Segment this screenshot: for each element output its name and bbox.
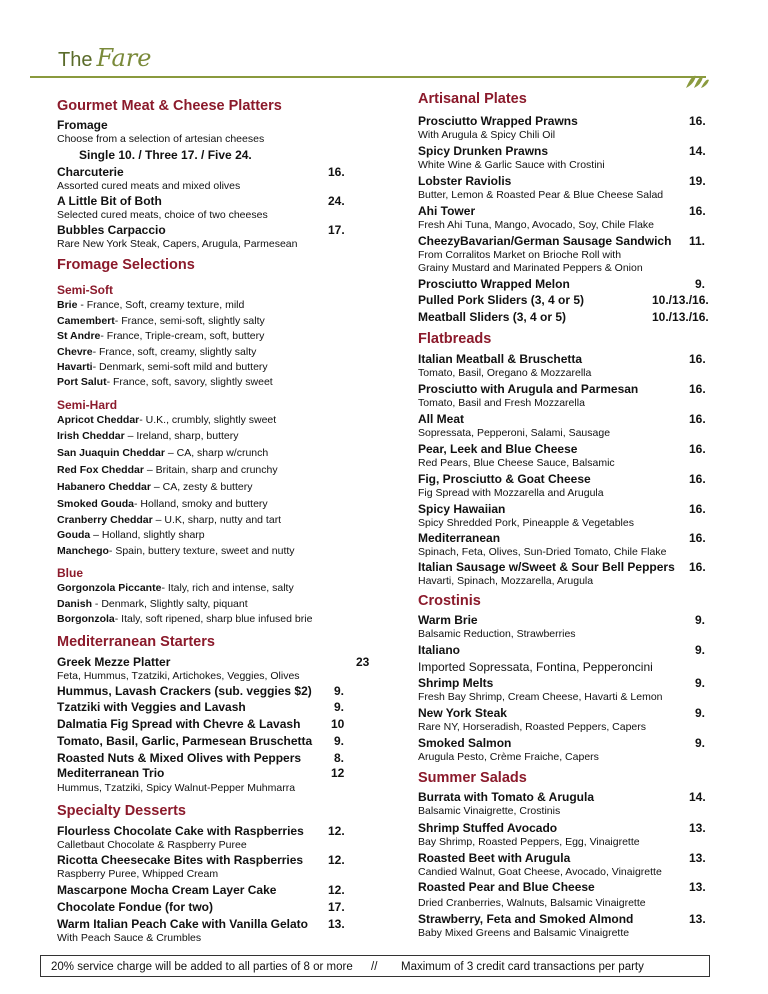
item-desc: Bay Shrimp, Roasted Peppers, Egg, Vinaigrette [418,836,640,848]
item-desc: Tomato, Basil and Fresh Mozzarella [418,397,585,409]
subsection-semisoft: Semi-Soft [57,283,114,297]
item-desc: Imported Sopressata, Fontina, Pepperoncini [418,660,653,674]
item-price: 13. [689,851,706,865]
item-price: 16. [689,442,706,456]
item-name: Bubbles Carpaccio [57,223,166,237]
item-desc: Selected cured meats, choice of two cheeses [57,209,268,221]
section-title-starters: Mediterranean Starters [57,634,215,650]
item-desc: Sopressata, Pepperoni, Salami, Sausage [418,427,611,439]
cheese-line: Danish - Denmark, Slightly salty, piquant [57,598,248,610]
item-price: 13. [689,912,706,926]
footer-separator: // [371,961,378,973]
item-name: Mediterranean [418,531,501,545]
item-desc: Fig Spread with Mozzarella and Arugula [418,487,604,499]
item-name: Prosciutto Wrapped Prawns [418,114,578,128]
cheese-line: Havarti- Denmark, semi-soft mild and buttery [57,361,268,373]
item-name: Mediterranean Trio [57,766,165,780]
item-price: 17. [328,223,345,237]
item-price: 14. [689,790,706,804]
section-title-flatbreads: Flatbreads [418,331,492,347]
item-fromage-prices: Single 10. / Three 17. / Five 24. [79,148,252,162]
logo-fare: Fare [96,44,152,72]
item-name: Warm Brie [418,613,478,627]
item-desc: Baby Mixed Greens and Balsamic Vinaigrette [418,927,630,939]
item-fromage-desc: Choose from a selection of artesian cheeses [57,133,265,145]
item-name: Prosciutto Wrapped Melon [418,277,570,291]
item-desc: Spinach, Feta, Olives, Sun-Dried Tomato, Chile Flake [418,546,667,558]
item-price: 8. [334,751,345,765]
item-name: Roasted Beet with Arugula [418,851,571,865]
footer-service-charge: 20% service charge will be added to all parties of 8 or more [51,961,353,973]
item-price: 12. [328,824,345,838]
footer-notice [40,955,710,977]
item-fromage: Fromage [57,118,108,132]
item-name: Spicy Hawaiian [418,502,506,516]
item-price: 16. [689,560,706,574]
item-name: Fig, Prosciutto & Goat Cheese [418,472,591,486]
item-desc: Tomato, Basil, Oregano & Mozzarella [418,367,592,379]
item-price: 16. [689,412,706,426]
item-name: Tomato, Basil, Garlic, Parmesean Bruschetta [57,734,313,748]
cheese-line: Red Fox Cheddar – Britain, sharp and crunchy [57,464,278,476]
item-price: 13. [328,917,345,931]
item-price: 24. [328,194,345,208]
cheese-line: Smoked Gouda- Holland, smoky and buttery [57,498,268,510]
item-name: Lobster Raviolis [418,174,512,188]
item-price: 16. [689,114,706,128]
section-title-salads: Summer Salads [418,770,527,786]
item-price: 16. [328,165,345,179]
item-desc: Assorted cured meats and mixed olives [57,180,241,192]
item-price: 16. [689,204,706,218]
item-name: Flourless Chocolate Cake with Raspberries [57,824,304,838]
cheese-line: Brie - France, Soft, creamy texture, mild [57,299,245,311]
item-desc: With Arugula & Spicy Chili Oil [418,129,556,141]
section-title-fromage: Fromage Selections [57,257,195,273]
item-name: Dalmatia Fig Spread with Chevre & Lavash [57,717,301,731]
item-name: Shrimp Melts [418,676,494,690]
item-name: Strawberry, Feta and Smoked Almond [418,912,634,926]
item-name: All Meat [418,412,465,426]
item-name: Smoked Salmon [418,736,512,750]
item-name: Hummus, Lavash Crackers (sub. veggies $2) [57,684,312,698]
cheese-line: Manchego- Spain, buttery texture, sweet and nutty [57,545,295,557]
item-name: New York Steak [418,706,507,720]
item-desc: Rare NY, Horseradish, Roasted Peppers, Capers [418,721,647,733]
item-name: Ahi Tower [418,204,476,218]
item-name: CheezyBavarian/German Sausage Sandwich [418,234,672,248]
item-desc: Butter, Lemon & Roasted Pear & Blue Cheese Salad [418,189,664,201]
item-desc: Rare New York Steak, Capers, Arugula, Parmesean [57,238,298,250]
item-price: 16. [689,531,706,545]
item-name: Roasted Nuts & Mixed Olives with Peppers [57,751,302,765]
item-price: 16. [689,382,706,396]
item-price: 13. [689,880,706,894]
item-name: Pulled Pork Sliders (3, 4 or 5) [418,293,585,307]
section-title-desserts: Specialty Desserts [57,803,186,819]
item-name: A Little Bit of Both [57,194,162,208]
item-price: 9. [695,643,706,657]
item-name: Meatball Sliders (3, 4 or 5) [418,310,567,324]
item-price: 9. [695,736,706,750]
item-name: Mascarpone Mocha Cream Layer Cake [57,883,277,897]
item-desc: From Corralitos Market on Brioche Roll with [418,249,622,261]
item-desc: Arugula Pesto, Crème Fraiche, Capers [418,751,599,763]
item-price: 9. [695,706,706,720]
item-price: 9. [695,613,706,627]
item-desc: Fresh Ahi Tuna, Mango, Avocado, Soy, Chile Flake [418,219,654,231]
item-price: 13. [689,821,706,835]
item-desc: Balsamic Reduction, Strawberries [418,628,576,640]
item-name: Italian Sausage w/Sweet & Sour Bell Peppers [418,560,675,574]
section-title-platters: Gourmet Meat & Cheese Platters [57,98,282,114]
item-name: Italiano [418,643,461,657]
item-desc: Candied Walnut, Goat Cheese, Avocado, Vinaigrette [418,866,662,878]
item-name: Spicy Drunken Prawns [418,144,549,158]
cheese-line: Port Salut- France, soft, savory, slightly sweet [57,376,273,388]
item-desc: Balsamic Vinaigrette, Crostinis [418,805,561,817]
item-name: Burrata with Tomato & Arugula [418,790,595,804]
item-price: 12. [328,853,345,867]
logo-the: The [58,49,93,71]
item-desc: Dried Cranberries, Walnuts, Balsamic Vinaigrette [418,897,646,909]
cheese-line: Gorgonzola Piccante- Italy, rich and intense, salty [57,582,294,594]
item-price: 9. [695,676,706,690]
restaurant-logo [58,44,151,72]
cheese-line: Camembert- France, semi-soft, slightly salty [57,315,265,327]
item-name: Tzatziki with Veggies and Lavash [57,700,246,714]
item-name: Ricotta Cheesecake Bites with Raspberries [57,853,304,867]
item-desc: Hummus, Tzatziki, Spicy Walnut-Pepper Muhmarra [57,782,296,794]
item-desc: White Wine & Garlic Sauce with Crostini [418,159,605,171]
footer-card-limit: Maximum of 3 credit card transactions per party [401,961,644,973]
item-name: Italian Meatball & Bruschetta [418,352,583,366]
section-title-crostinis: Crostinis [418,593,481,609]
item-price: 16. [689,502,706,516]
item-price: 11. [689,234,706,248]
item-name: Pear, Leek and Blue Cheese [418,442,578,456]
item-desc: Grainy Mustard and Marinated Peppers & Onion [418,262,643,274]
item-price: 19. [689,174,706,188]
item-desc: Red Pears, Blue Cheese Sauce, Balsamic [418,457,615,469]
item-desc: Feta, Hummus, Tzatziki, Artichokes, Veggies, Olives [57,670,300,682]
header-rule [30,76,706,78]
item-price: 12. [328,883,345,897]
item-price: 14. [689,144,706,158]
cheese-line: St Andre- France, Triple-cream, soft, buttery [57,330,265,342]
item-desc: Havarti, Spinach, Mozzarella, Arugula [418,575,594,587]
item-price: 9. [695,277,706,291]
item-name: Warm Italian Peach Cake with Vanilla Gelato [57,917,308,931]
item-price: 10./13./16. [652,310,709,324]
item-name: Prosciutto with Arugula and Parmesan [418,382,639,396]
item-desc: Calletbaut Chocolate & Raspberry Puree [57,839,247,851]
cheese-line: Borgonzola- Italy, soft ripened, sharp blue infused brie [57,613,313,625]
item-name: Charcuterie [57,165,124,179]
leaf-ornament-icon [684,72,710,90]
cheese-line: Habanero Cheddar – CA, zesty & buttery [57,481,253,493]
item-price: 16. [689,472,706,486]
item-desc: With Peach Sauce & Crumbles [57,932,202,944]
cheese-line: Gouda – Holland, slightly sharp [57,529,205,541]
item-name: Shrimp Stuffed Avocado [418,821,558,835]
item-price: 10 [331,717,345,731]
item-price: 9. [334,700,345,714]
item-price: 17. [328,900,345,914]
section-title-artisanal: Artisanal Plates [418,91,527,107]
item-price: 9. [334,734,345,748]
item-price: 10./13./16. [652,293,709,307]
item-desc: Fresh Bay Shrimp, Cream Cheese, Havarti & Lemon [418,691,663,703]
item-desc: Raspberry Puree, Whipped Cream [57,868,219,880]
item-name: Roasted Pear and Blue Cheese [418,880,595,894]
subsection-semihard: Semi-Hard [57,398,118,412]
cheese-line: Irish Cheddar – Ireland, sharp, buttery [57,430,239,442]
cheese-line: San Juaquin Cheddar – CA, sharp w/crunch [57,447,269,459]
cheese-line: Chevre- France, soft, creamy, slightly salty [57,346,257,358]
subsection-blue: Blue [57,566,84,580]
item-price: 12 [331,766,345,780]
item-desc: Spicy Shredded Pork, Pineapple & Vegetables [418,517,634,529]
cheese-line: Cranberry Cheddar – U.K, sharp, nutty and tart [57,514,282,526]
cheese-line: Apricot Cheddar- U.K., crumbly, slightly sweet [57,414,277,426]
item-price: 9. [334,684,345,698]
item-name: Chocolate Fondue (for two) [57,900,213,914]
item-name: Greek Mezze Platter [57,655,171,669]
item-price: 23 [356,655,370,669]
item-price: 16. [689,352,706,366]
